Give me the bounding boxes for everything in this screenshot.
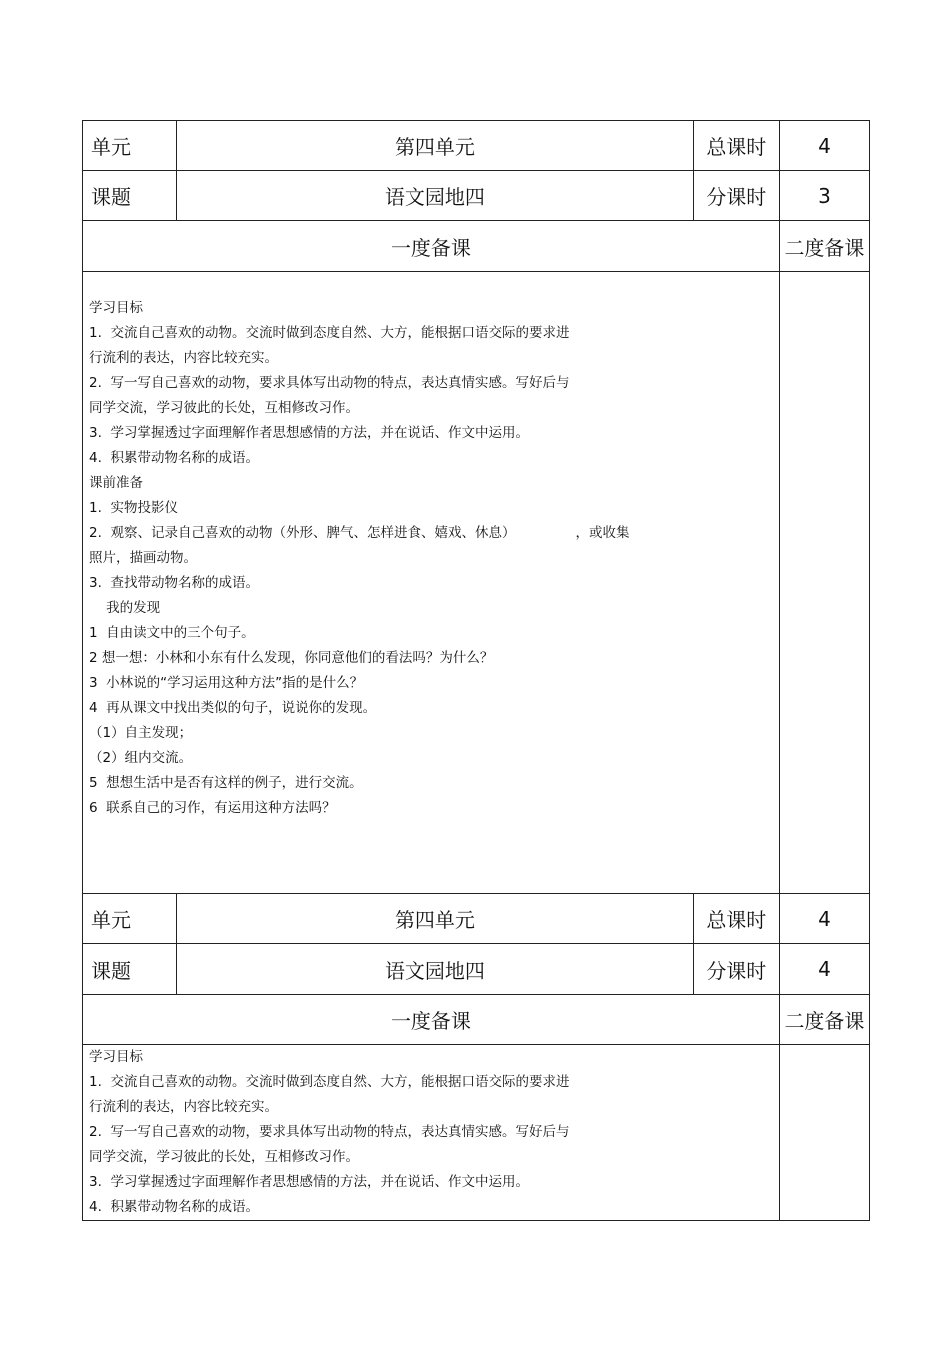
content-line: 3 小林说的“学习运用这种方法”指的是什么？ bbox=[89, 675, 364, 691]
unit-value: 第四单元 bbox=[177, 121, 694, 171]
content-line: 照片，描画动物。 bbox=[89, 550, 197, 566]
second-prep-notes-1 bbox=[779, 272, 869, 894]
first-prep-heading: 一度备课 bbox=[83, 995, 780, 1045]
content-line: 1. 交流自己喜欢的动物。交流时做到态度自然、大方，能根据口语交际的要求进 bbox=[89, 325, 570, 341]
content-line: 4. 积累带动物名称的成语。 bbox=[89, 1199, 259, 1215]
content-line: 行流利的表达，内容比较充实。 bbox=[89, 350, 278, 366]
unit-label: 单元 bbox=[83, 894, 177, 944]
content-line: （1）自主发现； bbox=[89, 725, 193, 741]
part-hours-label: 分课时 bbox=[693, 171, 779, 221]
topic-label: 课题 bbox=[83, 944, 177, 995]
topic-value: 语文园地四 bbox=[177, 944, 694, 995]
total-hours-value: 4 bbox=[779, 121, 869, 171]
topic-value: 语文园地四 bbox=[177, 171, 694, 221]
content-line: 1. 实物投影仪 bbox=[89, 500, 178, 516]
content-line: 3. 学习掌握透过字面理解作者思想感情的方法，并在说话、作文中运用。 bbox=[89, 1174, 529, 1190]
lesson-table-2 bbox=[82, 893, 870, 1221]
lesson-content-1 bbox=[83, 272, 780, 894]
content-line: 学习目标 bbox=[89, 1049, 143, 1065]
content-line: 同学交流，学习彼此的长处，互相修改习作。 bbox=[89, 400, 359, 416]
content-line: 3. 学习掌握透过字面理解作者思想感情的方法，并在说话、作文中运用。 bbox=[89, 425, 529, 441]
unit-value: 第四单元 bbox=[177, 894, 694, 944]
second-prep-notes-2 bbox=[779, 1045, 869, 1221]
second-prep-heading: 二度备课 bbox=[779, 221, 869, 272]
second-prep-heading: 二度备课 bbox=[779, 995, 869, 1045]
lesson-table-1 bbox=[82, 120, 870, 894]
total-hours-value: 4 bbox=[779, 894, 869, 944]
topic-label: 课题 bbox=[83, 171, 177, 221]
content-line: 4. 积累带动物名称的成语。 bbox=[89, 450, 259, 466]
content-line: 2. 观察、记录自己喜欢的动物（外形、脾气、怎样进食、嬉戏、休息） ，或收集 bbox=[89, 525, 630, 541]
content-line: 1 自由读文中的三个句子。 bbox=[89, 625, 255, 641]
content-line: 2. 写一写自己喜欢的动物，要求具体写出动物的特点，表达真情实感。写好后与 bbox=[89, 375, 570, 391]
lesson-content-2 bbox=[83, 1045, 780, 1221]
content-line: 6 联系自己的习作，有运用这种方法吗？ bbox=[89, 800, 336, 816]
content-line: 同学交流，学习彼此的长处，互相修改习作。 bbox=[89, 1149, 359, 1165]
content-line: 3. 查找带动物名称的成语。 bbox=[89, 575, 259, 591]
content-line: 4 再从课文中找出类似的句子，说说你的发现。 bbox=[89, 700, 377, 716]
total-hours-label: 总课时 bbox=[693, 121, 779, 171]
content-line: 学习目标 bbox=[89, 300, 143, 316]
content-line: 2. 写一写自己喜欢的动物，要求具体写出动物的特点，表达真情实感。写好后与 bbox=[89, 1124, 570, 1140]
content-line: （2）组内交流。 bbox=[89, 750, 193, 766]
content-line: 我的发现 bbox=[89, 600, 161, 616]
total-hours-label: 总课时 bbox=[693, 894, 779, 944]
first-prep-heading: 一度备课 bbox=[83, 221, 780, 272]
content-line: 5 想想生活中是否有这样的例子，进行交流。 bbox=[89, 775, 363, 791]
unit-label: 单元 bbox=[83, 121, 177, 171]
part-hours-label: 分课时 bbox=[693, 944, 779, 995]
part-hours-value: 3 bbox=[779, 171, 869, 221]
content-line: 行流利的表达，内容比较充实。 bbox=[89, 1099, 278, 1115]
content-line: 2 想一想：小林和小东有什么发现，你同意他们的看法吗？为什么？ bbox=[89, 650, 494, 666]
part-hours-value: 4 bbox=[779, 944, 869, 995]
content-line: 课前准备 bbox=[89, 475, 143, 491]
content-line: 1. 交流自己喜欢的动物。交流时做到态度自然、大方，能根据口语交际的要求进 bbox=[89, 1074, 570, 1090]
